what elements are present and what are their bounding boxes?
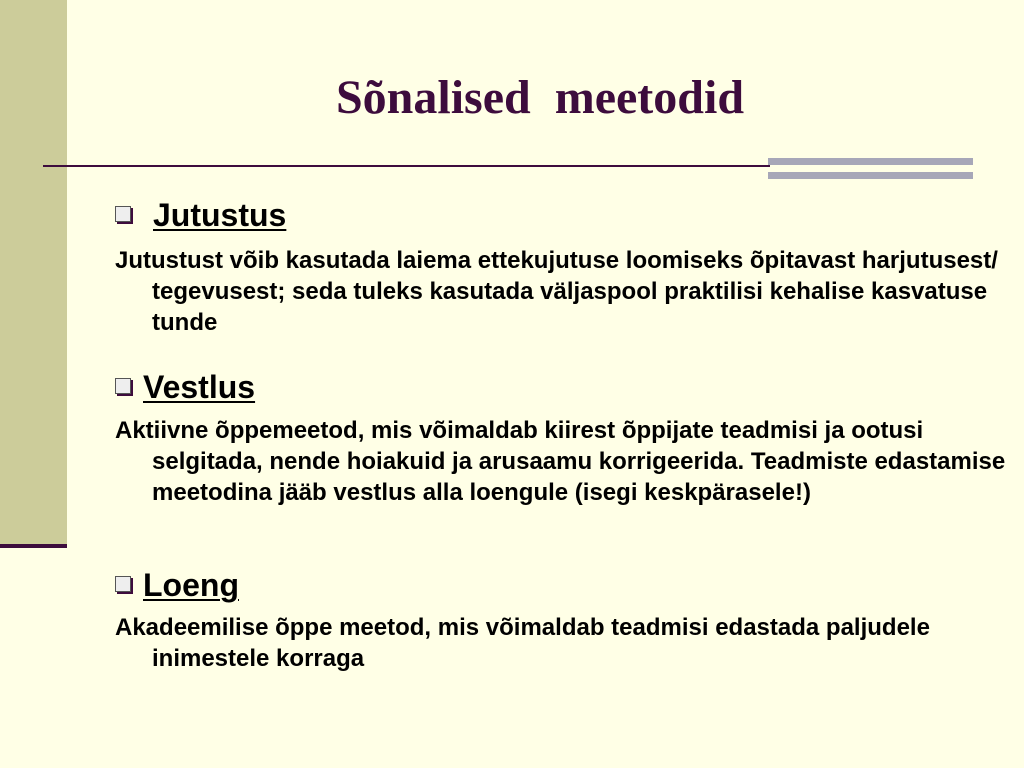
section-heading-loeng [115, 565, 239, 605]
slide-title: Sõnalised meetodid [335, 71, 745, 124]
accent-bar-top [768, 158, 973, 165]
section-heading-label: Jutustus [153, 197, 287, 233]
checkbox-bullet-icon [115, 576, 131, 592]
section-heading-vestlus [115, 367, 255, 407]
accent-bar-bottom [768, 172, 973, 179]
section-body-vestlus: Aktiivne õppemeetod, mis võimaldab kiirest õppijate teadmisi ja ootusi selgitada, nende hoiakuid ja arusaamu korrigeerida. Teadmiste edastamise meetodina jääb vestlus alla loengule (isegi keskpärasele!) [115, 417, 1006, 506]
checkbox-bullet-icon [115, 206, 131, 222]
section-heading-label: Vestlus [143, 369, 256, 405]
checkbox-bullet-icon [115, 378, 131, 394]
section-heading-jutustus [115, 195, 286, 235]
title-divider-line [43, 165, 770, 167]
left-band-divider [0, 544, 67, 548]
section-body-jutustus: Jutustust võib kasutada laiema ettekujutuse loomiseks õpitavast harjutusest/ tegevusest; seda tuleks kasutada väljaspool praktilisi kehalise kasvatuse tunde [115, 247, 998, 336]
section-heading-label: Loeng [143, 567, 239, 603]
section-body-loeng: Akadeemilise õppe meetod, mis võimaldab teadmisi edastada paljudele inimestele korraga [115, 614, 930, 672]
left-decorative-band [0, 0, 67, 545]
